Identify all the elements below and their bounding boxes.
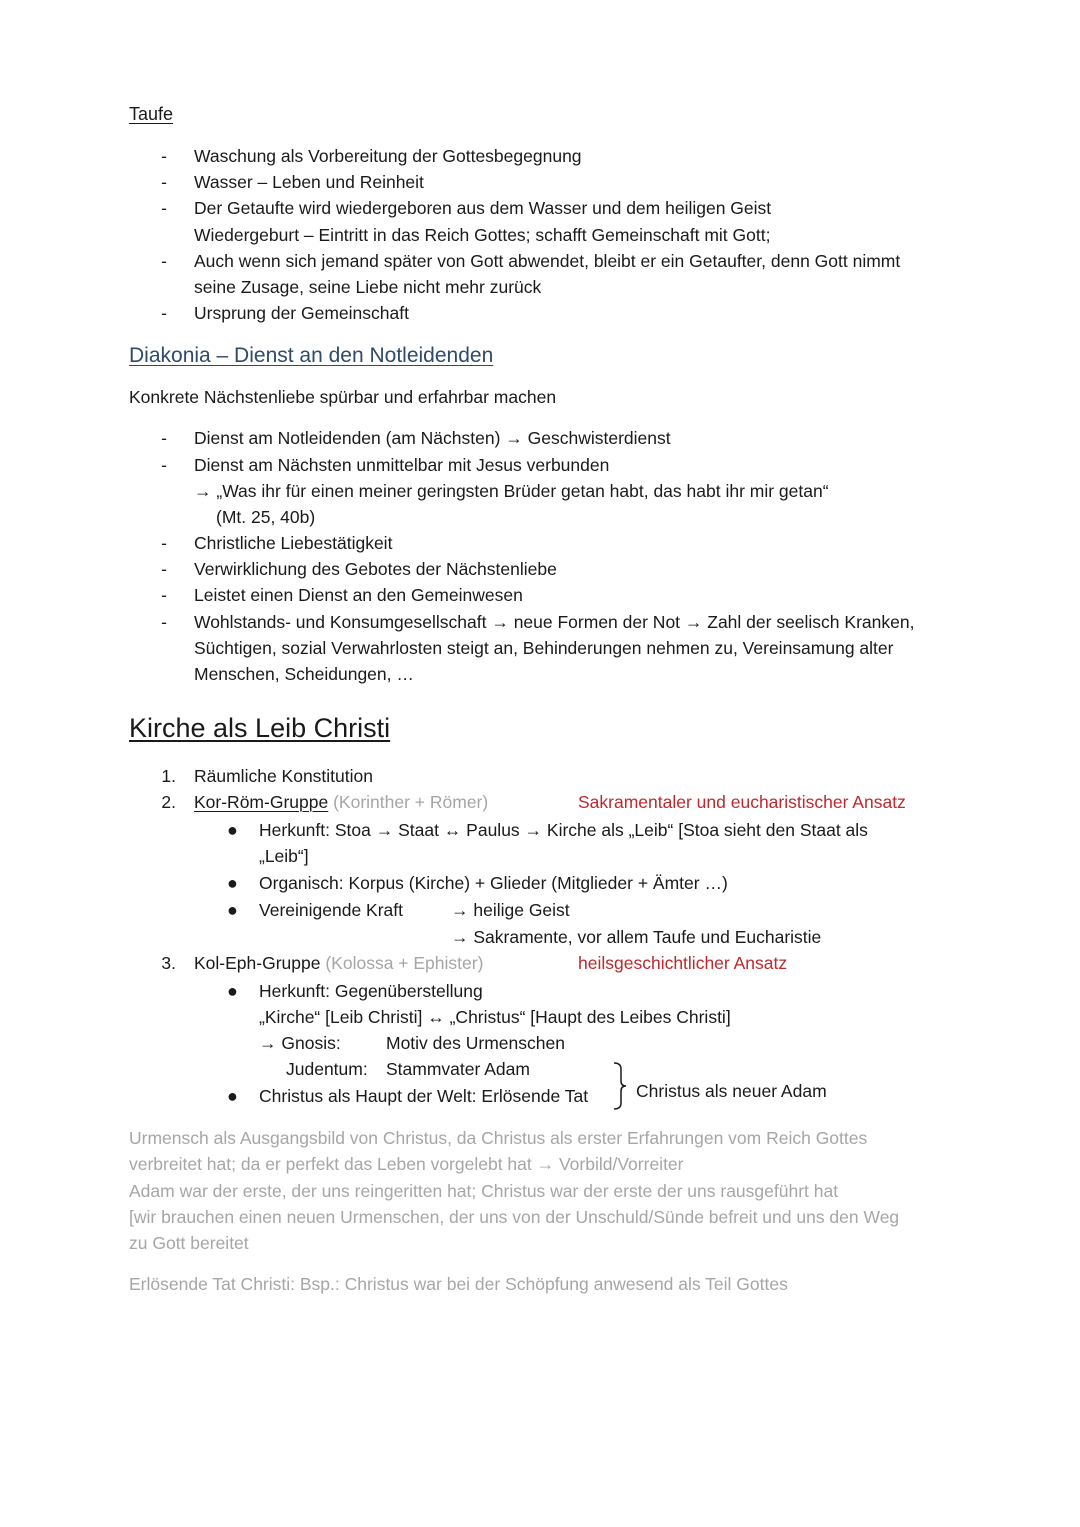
list-item-arrow: → Gnosis: (259, 1033, 341, 1053)
list-item: Wasser – Leben und Reinheit (194, 172, 424, 192)
group-subtitle: (Korinther + Römer) (333, 792, 489, 812)
list-item-citation: (Mt. 25, 40b) (216, 507, 316, 527)
list-item: Räumliche Konstitution (194, 766, 373, 786)
list-dash: - (161, 303, 167, 323)
list-item-continued: seine Zusage, seine Liebe nicht mehr zurück (194, 277, 542, 297)
list-item: Organisch: Korpus (Kirche) + Glieder (Mitglieder + Ämter …) (259, 873, 728, 893)
group-subtitle: (Kolossa + Ephister) (325, 953, 484, 973)
list-dash: - (161, 428, 167, 448)
approach-label: heilsgeschichtlicher Ansatz (578, 953, 788, 973)
list-item: Dienst am Notleidenden (am Nächsten) → Geschwisterdienst (194, 428, 671, 448)
list-dash: - (161, 559, 167, 579)
list-item: Herkunft: Stoa → Staat ↔ Paulus → Kirche als „Leib“ [Stoa sieht den Staat als (259, 820, 868, 840)
list-dash: - (161, 585, 167, 605)
list-item: Waschung als Vorbereitung der Gottesbegegnung (194, 146, 582, 166)
note-line: [wir brauchen einen neuen Urmenschen, der uns von der Unschuld/Sünde befreit und uns den Weg (129, 1207, 900, 1227)
list-number: 2. (161, 792, 176, 812)
note-line: Erlösende Tat Christi: Bsp.: Christus war bei der Schöpfung anwesend als Teil Gottes (129, 1274, 788, 1294)
list-item-continued: Menschen, Scheidungen, … (194, 664, 414, 684)
list-item (194, 953, 483, 974)
kirche-heading: Kirche als Leib Christi (129, 713, 391, 743)
group-title: Kor-Röm-Gruppe (194, 792, 329, 812)
list-item: Vereinigende Kraft (259, 900, 403, 920)
note-line: Adam war der erste, der uns reingeritten hat; Christus war der erste der uns rausgeführt hat (129, 1181, 839, 1201)
list-number: 3. (161, 953, 176, 973)
bullet: ● (227, 820, 238, 840)
list-item-label: Judentum: (286, 1059, 368, 1079)
note-line: zu Gott bereitet (129, 1233, 249, 1253)
list-item-continued: „Kirche“ [Leib Christi] ↔ „Christus“ [Haupt des Leibes Christi] (259, 1007, 731, 1027)
list-dash: - (161, 172, 167, 192)
bullet: ● (227, 981, 238, 1001)
bullet: ● (227, 1086, 238, 1106)
list-item (194, 792, 488, 813)
note-line: verbreitet hat; da er perfekt das Leben vorgelebt hat → Vorbild/Vorreiter (129, 1154, 684, 1174)
bullet: ● (227, 900, 238, 920)
list-number: 1. (161, 766, 176, 786)
list-dash: - (161, 533, 167, 553)
list-dash: - (161, 612, 167, 632)
list-item: Der Getaufte wird wiedergeboren aus dem Wasser und dem heiligen Geist (194, 198, 772, 218)
list-item: Christus als Haupt der Welt: Erlösende Tat (259, 1086, 589, 1106)
list-item-value: Motiv des Urmenschen (386, 1033, 565, 1053)
list-item: Ursprung der Gemeinschaft (194, 303, 409, 323)
list-dash: - (161, 455, 167, 475)
list-dash: - (161, 146, 167, 166)
list-item: Verwirklichung des Gebotes der Nächstenliebe (194, 559, 557, 579)
group-title: Kol-Eph-Gruppe (194, 953, 321, 973)
curly-brace-icon (612, 1061, 628, 1111)
list-item-continued: Süchtigen, sozial Verwahrlosten steigt an, Behinderungen nehmen zu, Vereinsamung alter (194, 638, 894, 658)
list-item: Leistet einen Dienst an den Gemeinwesen (194, 585, 523, 605)
bullet: ● (227, 873, 238, 893)
taufe-heading: Taufe (129, 104, 174, 124)
list-item-continued: → „Was ihr für einen meiner geringsten Brüder getan habt, das habt ihr mir getan“ (194, 481, 829, 501)
list-item: Christliche Liebestätigkeit (194, 533, 393, 553)
list-item: Dienst am Nächsten unmittelbar mit Jesus verbunden (194, 455, 610, 475)
list-item: Auch wenn sich jemand später von Gott abwendet, bleibt er ein Getaufter, denn Gott nimmt (194, 251, 901, 271)
note-line: Urmensch als Ausgangsbild von Christus, da Christus als erster Erfahrungen vom Reich Gottes (129, 1128, 868, 1148)
list-item-continued: „Leib“] (259, 846, 309, 866)
list-item-arrow: → Sakramente, vor allem Taufe und Eucharistie (451, 927, 822, 947)
list-dash: - (161, 198, 167, 218)
diakonia-heading: Diakonia – Dienst an den Notleidenden (129, 344, 494, 367)
approach-label: Sakramentaler und eucharistischer Ansatz (578, 792, 906, 812)
list-item-value: Stammvater Adam (386, 1059, 530, 1079)
list-dash: - (161, 251, 167, 271)
list-item: Wohlstands- und Konsumgesellschaft → neue Formen der Not → Zahl der seelisch Kranken, (194, 612, 915, 632)
list-item-arrow: → heilige Geist (451, 900, 570, 920)
diakonia-intro: Konkrete Nächstenliebe spürbar und erfahrbar machen (129, 387, 557, 407)
list-item: Herkunft: Gegenüberstellung (259, 981, 483, 1001)
list-item-continued: Wiedergeburt – Eintritt in das Reich Gottes; schafft Gemeinschaft mit Gott; (194, 225, 771, 245)
brace-note: Christus als neuer Adam (636, 1081, 827, 1101)
